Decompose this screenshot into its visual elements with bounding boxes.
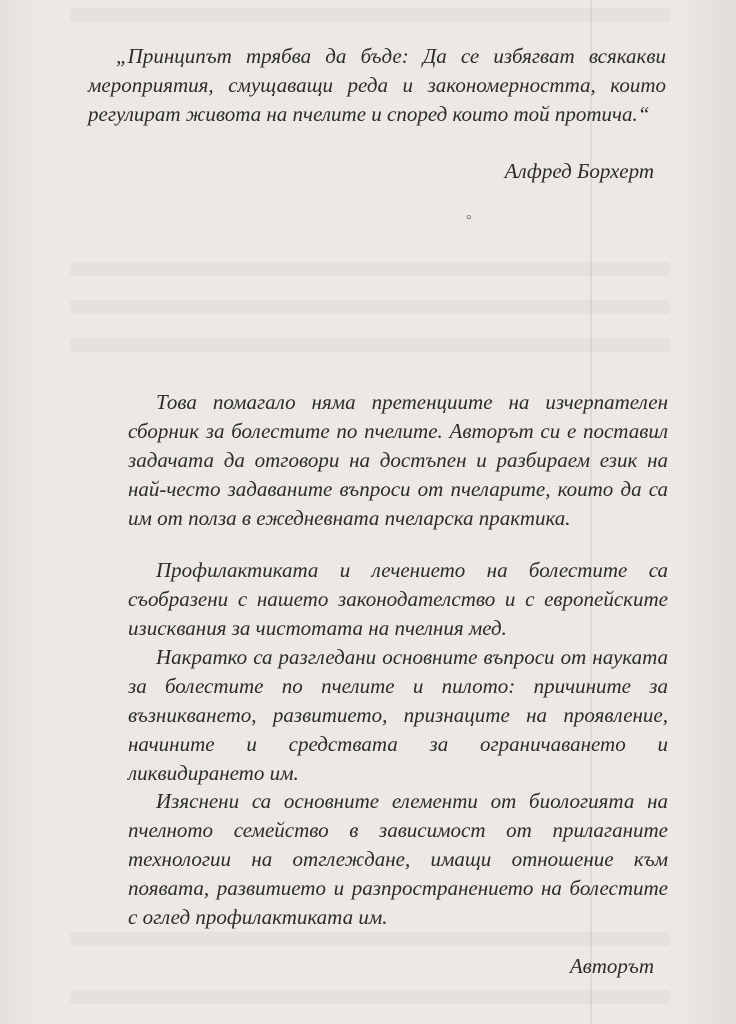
body-paragraph: Това помагало няма претенциите на изчерпателен сборник за болестите по пчелите. Авторът си е поставил задачата да отговори на достъпен и разбираем език на най-често задаваните въпроси от пчеларите, които да са им от полза в ежедневната пчеларска практика.	[128, 390, 668, 530]
epigraph-quote: „Принципът трябва да бъде: Да се избягват всякакви мероприятия, смущаващи реда и закономерността, които регулират живота на пчелите и според които той протича.“	[88, 44, 666, 126]
author-signature: Авторът	[569, 954, 654, 978]
small-dot-mark: °	[466, 213, 472, 228]
body-paragraph: Изяснени са основните елементи от биологията на пчелното семейство в зависимост от прилаганите технологии на отглеждане, имащи отношение към появата, развитието и разпространението на болестите с оглед профилактиката им.	[128, 789, 668, 929]
epigraph-author: Алфред Борхерт	[504, 159, 654, 183]
body-paragraph: Накратко са разгледани основните въпроси от науката за болестите по пчелите и пилото: причините за възникването, развитието, признаците на проявление, начините и средствата за ограничаването и ликвидирането им.	[128, 645, 668, 785]
body-paragraph: Профилактиката и лечението на болестите са съобразени с нашето законодателство и с европейските изисквания за чистотата на пчелния мед.	[128, 558, 668, 640]
